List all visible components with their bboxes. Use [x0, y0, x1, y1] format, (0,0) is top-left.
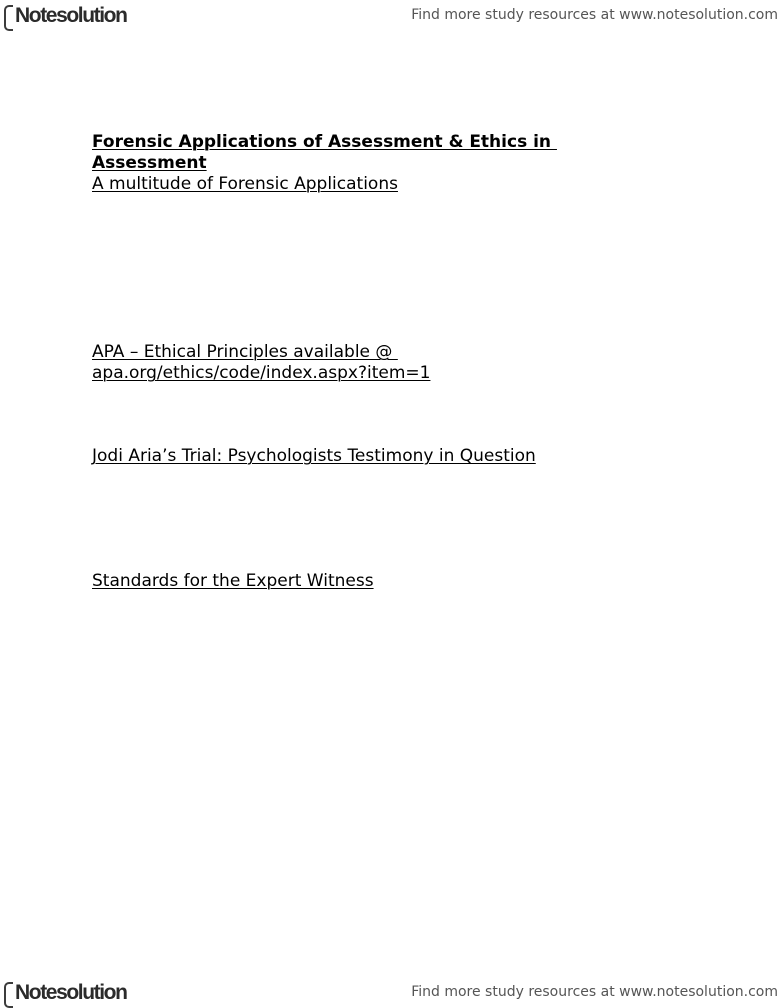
header-site-link[interactable]: Find more study resources at www.notesolution.com — [411, 7, 778, 23]
footer-logo[interactable] — [4, 978, 127, 1008]
subheading-forensic-applications: A multitude of Forensic Applications — [92, 174, 398, 194]
footer-site-link[interactable]: Find more study resources at www.notesolution.com — [411, 984, 778, 1000]
apa-line-1: APA – Ethical Principles available @ — [92, 342, 398, 362]
apa-ethical-principles — [92, 342, 612, 384]
standards-heading: Standards for the Expert Witness — [92, 571, 374, 591]
logo-bracket-icon — [4, 3, 14, 29]
footer-logo-text: Notesolution — [15, 981, 127, 1004]
document-title — [92, 132, 612, 174]
header-logo-text: Notesolution — [15, 4, 127, 27]
apa-line-2[interactable]: apa.org/ethics/code/index.aspx?item=1 — [92, 363, 431, 383]
trial-heading: Jodi Aria’s Trial: Psychologists Testimony in Question — [92, 446, 536, 466]
title-line-2: Assessment — [92, 153, 207, 173]
logo-bracket-icon — [4, 980, 14, 1006]
header-logo[interactable] — [4, 1, 127, 31]
title-line-1: Forensic Applications of Assessment & Ethics in — [92, 132, 557, 152]
